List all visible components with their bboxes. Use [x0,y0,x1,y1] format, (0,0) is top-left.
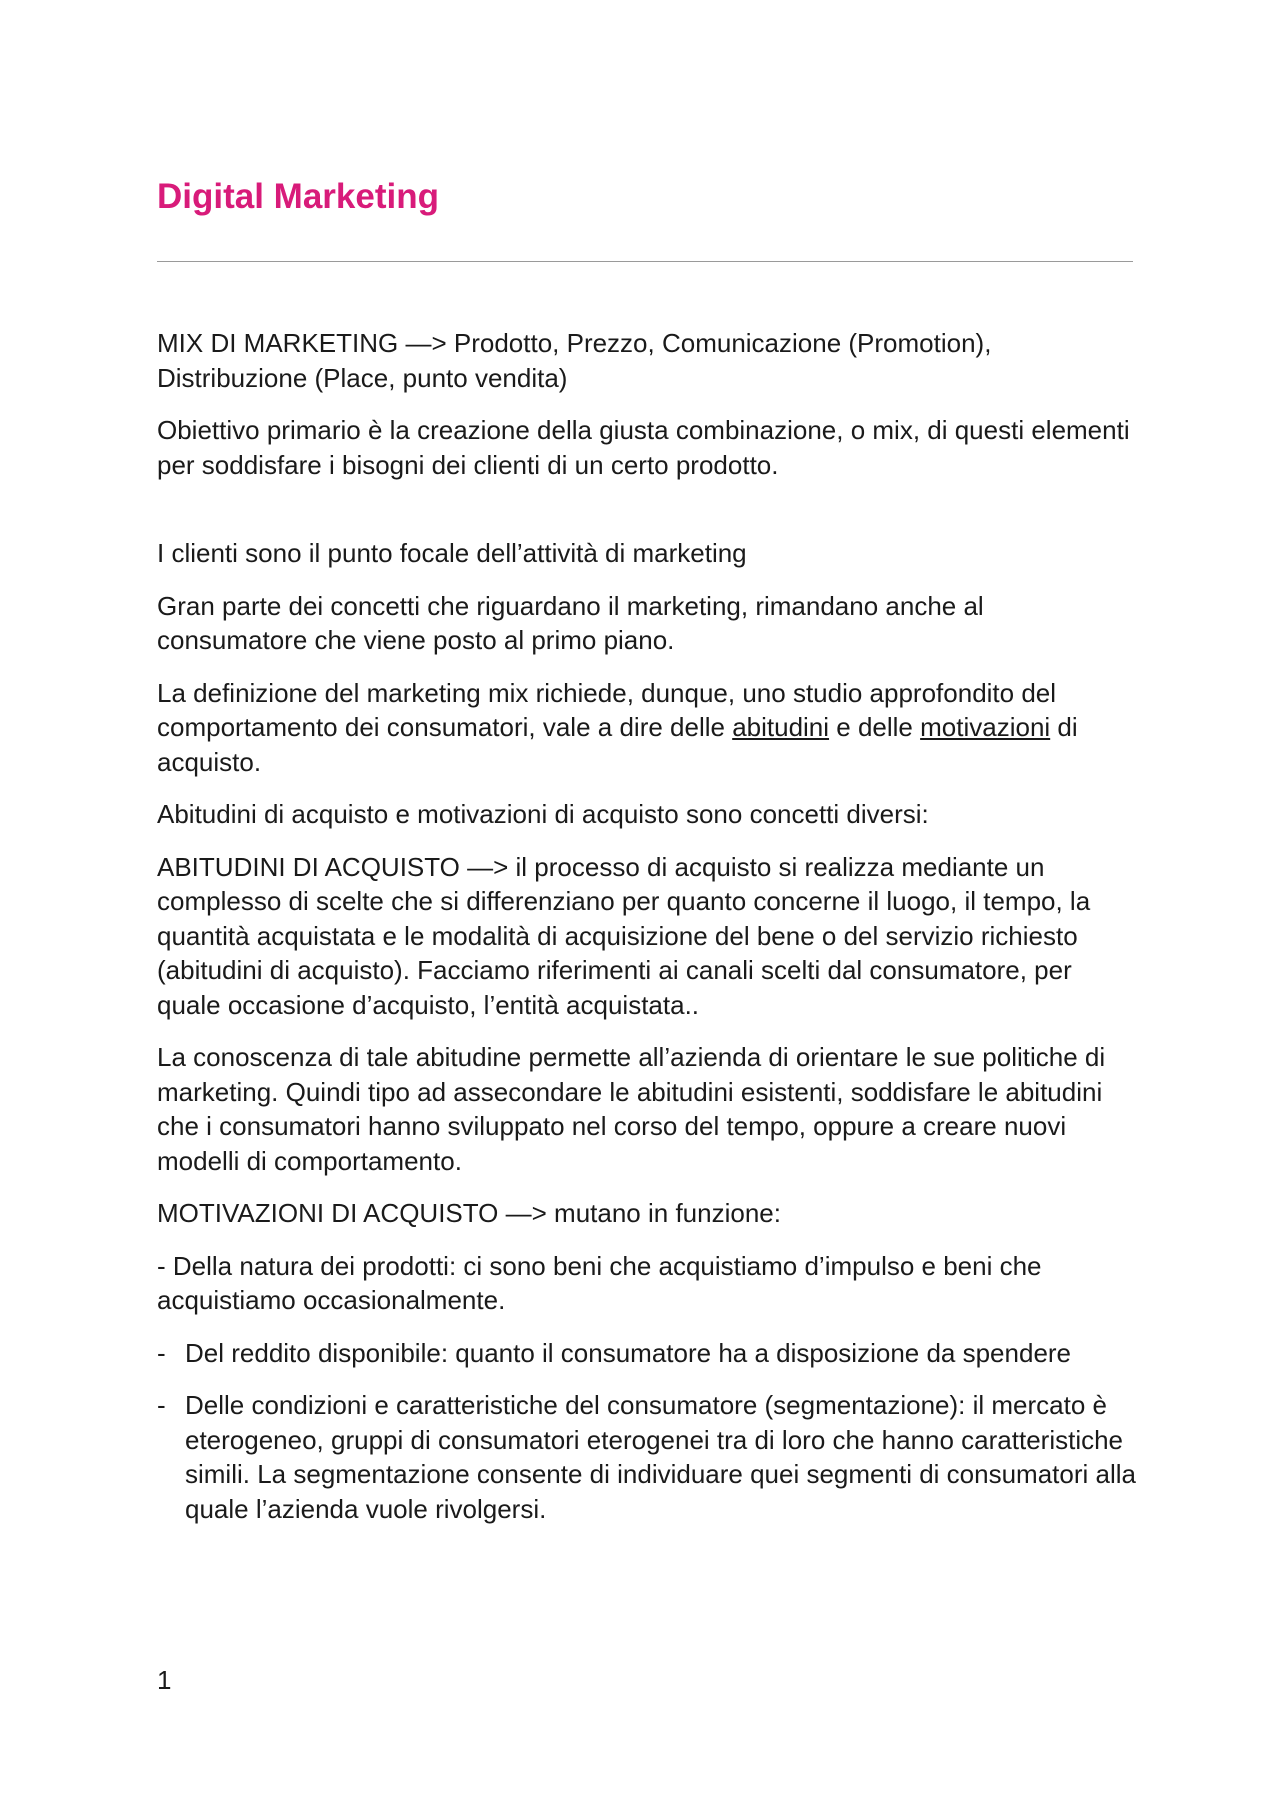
paragraph-concetti-marketing: Gran parte dei concetti che riguardano il marketing, rimandano anche al consumatore che viene posto al primo piano. [157,590,984,655]
document-body [157,326,1137,1544]
page-number: 1 [157,1665,172,1695]
paragraph-mix-di-marketing: MIX DI MARKETING —> Prodotto, Prezzo, Comunicazione (Promotion), Distribuzione (Place, punto vendita) [157,328,992,393]
list-item-reddito [157,1336,1137,1371]
paragraph-motivazioni-di-acquisto: MOTIVAZIONI DI ACQUISTO —> mutano in funzione: [157,1198,781,1228]
paragraph-definizione-marketing-mix [157,676,1137,780]
paragraph-obiettivo: Obiettivo primario è la creazione della giusta combinazione, o mix, di questi elementi per soddisfare i bisogni dei clienti di un certo prodotto. [157,415,1130,480]
paragraph-natura-prodotti: - Della natura dei prodotti: ci sono beni che acquistiamo d’impulso e beni che acquistiamo occasionalmente. [157,1250,1042,1315]
underlined-term-motivazioni: motivazioni [920,712,1051,742]
title-divider [157,261,1133,262]
paragraph-abitudini-di-acquisto: ABITUDINI DI ACQUISTO —> il processo di acquisto si realizza mediante un complesso di scelte che si differenziano per quanto concerne il luogo, il tempo, la quantità acquistata e le modalità di acquisizione del bene o del servizio richiesto (abitudini di acquisto). Facciamo riferimenti ai canali scelti dal consumatore, per quale occasione d’acquisto, l’entità acquistata.. [157,851,1091,1020]
paragraph-text: di acquisto. [157,712,1078,777]
paragraph-clienti-focale: I clienti sono il punto focale dell’attività di marketing [157,538,747,568]
paragraph-concetti-diversi: Abitudini di acquisto e motivazioni di acquisto sono concetti diversi: [157,799,929,829]
bullet-dash: - [157,1390,166,1420]
underlined-term-abitudini: abitudini [732,712,830,742]
paragraph-conoscenza-abitudine: La conoscenza di tale abitudine permette all’azienda di orientare le sue politiche di marketing. Quindi tipo ad assecondare le abitudini esistenti, soddisfare le abitudini che i consumatori hanno sviluppato nel corso del tempo, oppure a creare nuovi modelli di comportamento. [157,1042,1106,1176]
list-item-text: Delle condizioni e caratteristiche del consumatore (segmentazione): il mercato è eterogeneo, gruppi di consumatori eterogenei tra di loro che hanno caratteristiche simili. La segmentazione consente di individuare quei segmenti di consumatori alla quale l’azienda vuole rivolgersi. [185,1390,1136,1524]
list-item-segmentazione [157,1388,1137,1526]
paragraph-text: La definizione del marketing mix richiede, dunque, uno studio approfondito del comportamento dei consumatori, vale a dire delle [157,677,1057,742]
page-title: Digital Marketing [157,177,439,216]
bullet-dash: - [157,1337,166,1368]
paragraph-text: e delle [829,712,921,742]
list-item-text: Del reddito disponibile: quanto il consumatore ha a disposizione da spendere [185,1337,1072,1368]
